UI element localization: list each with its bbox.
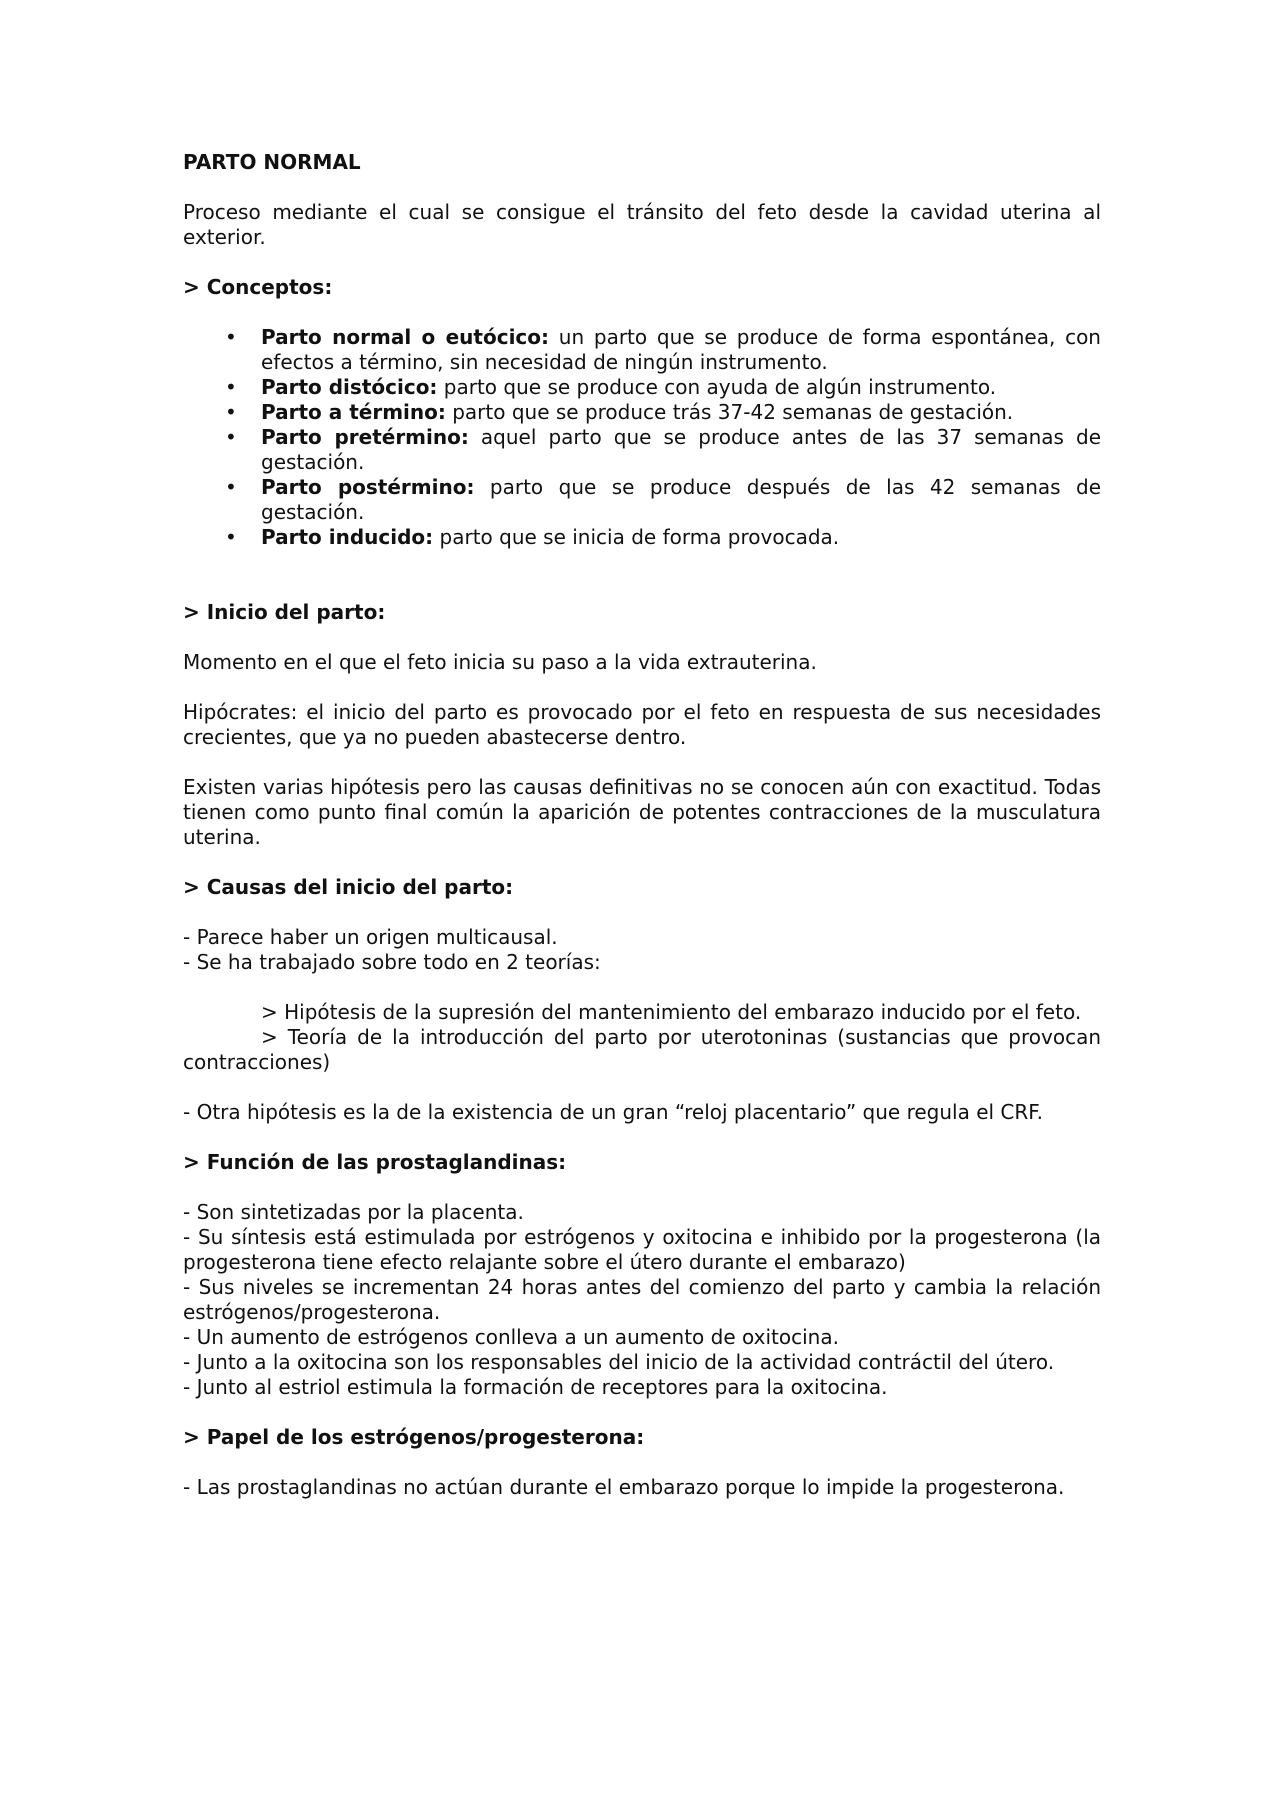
concept-term: Parto distócico: (261, 375, 438, 399)
prostaglandinas-line: - Su síntesis está estimulada por estrógenos y oxitocina e inhibido por la progesterona (la progesterona tiene efecto relajante sobre el útero durante el embarazo) (183, 1225, 1101, 1274)
inicio-paragraph-2: Hipócrates: el inicio del parto es provocado por el feto en respuesta de sus necesidades crecientes, que ya no pueden abastecerse dentro. (183, 700, 1101, 749)
bullet-icon: • (225, 525, 237, 549)
list-item (183, 400, 1101, 425)
concept-term: Parto pretérmino: (261, 425, 469, 449)
intro-paragraph: Proceso mediante el cual se consigue el tránsito del feto desde la cavidad uterina al exterior. (183, 200, 1101, 249)
spacer (183, 575, 1101, 600)
inicio-paragraph-1: Momento en el que el feto inicia su paso a la vida extrauterina. (183, 650, 817, 674)
spacer (183, 1400, 1101, 1425)
document-page (183, 150, 1152, 1500)
concept-definition: parto que se inicia de forma provocada. (433, 525, 840, 549)
prostaglandinas-line: - Un aumento de estrógenos conlleva a un aumento de oxitocina. (183, 1325, 839, 1349)
concept-term: Parto postérmino: (261, 475, 475, 499)
causas-line-1: - Parece haber un origen multicausal. (183, 925, 558, 949)
concept-term: Parto a término: (261, 400, 446, 424)
prostaglandinas-line: - Son sintetizadas por la placenta. (183, 1200, 524, 1224)
spacer (183, 1075, 1101, 1100)
list-item (183, 375, 1101, 400)
section-heading-conceptos: > Conceptos: (183, 275, 333, 299)
concept-term: Parto inducido: (261, 525, 434, 549)
concepts-list (183, 325, 1101, 550)
inicio-paragraph-3: Existen varias hipótesis pero las causas definitivas no se conocen aún con exactitud. Todas tienen como punto final común la aparición de potentes contracciones de la musculatura uterina. (183, 775, 1101, 849)
causas-line-2: - Se ha trabajado sobre todo en 2 teorías: (183, 950, 601, 974)
concept-term: Parto normal o eutócico: (261, 325, 550, 349)
papel-line-1: - Las prostaglandinas no actúan durante el embarazo porque lo impide la progesterona. (183, 1475, 1065, 1499)
bullet-icon: • (225, 400, 237, 424)
section-heading-inicio: > Inicio del parto: (183, 600, 386, 624)
bullet-icon: • (225, 425, 237, 449)
causas-line-3: - Otra hipótesis es la de la existencia de un gran “reloj placentario” que regula el CRF. (183, 1100, 1043, 1124)
causas-theory-2: > Teoría de la introducción del parto por uterotoninas (sustancias que provocan contracciones) (183, 1025, 1152, 1074)
list-item (183, 425, 1101, 475)
list-item (183, 325, 1101, 375)
concept-definition: parto que se produce con ayuda de algún instrumento. (437, 375, 997, 399)
spacer (183, 975, 1101, 1000)
concept-definition: parto que se produce trás 37-42 semanas de gestación. (445, 400, 1014, 424)
concept-definition: aquel parto que se produce antes de las 37 semanas de gestación. (261, 425, 1102, 474)
causas-theory-1: > Hipótesis de la supresión del mantenimiento del embarazo inducido por el feto. (261, 1000, 1082, 1024)
list-item (183, 475, 1101, 525)
prostaglandinas-line: - Junto a la oxitocina son los responsables del inicio de la actividad contráctil del útero. (183, 1350, 1055, 1374)
bullet-icon: • (225, 375, 237, 399)
concept-definition: un parto que se produce de forma espontánea, con efectos a término, sin necesidad de ningún instrumento. (261, 325, 1101, 374)
bullet-icon: • (225, 475, 237, 499)
document-title: PARTO NORMAL (183, 150, 361, 174)
section-heading-prostaglandinas: > Función de las prostaglandinas: (183, 1150, 567, 1174)
prostaglandinas-line: - Junto al estriol estimula la formación de receptores para la oxitocina. (183, 1375, 888, 1399)
concept-definition: parto que se produce después de las 42 semanas de gestación. (261, 475, 1102, 524)
bullet-icon: • (225, 325, 237, 349)
section-heading-papel: > Papel de los estrógenos/progesterona: (183, 1425, 645, 1449)
list-item (183, 525, 1101, 550)
prostaglandinas-line: - Sus niveles se incrementan 24 horas antes del comienzo del parto y cambia la relación estrógenos/progesterona. (183, 1275, 1101, 1324)
section-heading-causas: > Causas del inicio del parto: (183, 875, 514, 899)
